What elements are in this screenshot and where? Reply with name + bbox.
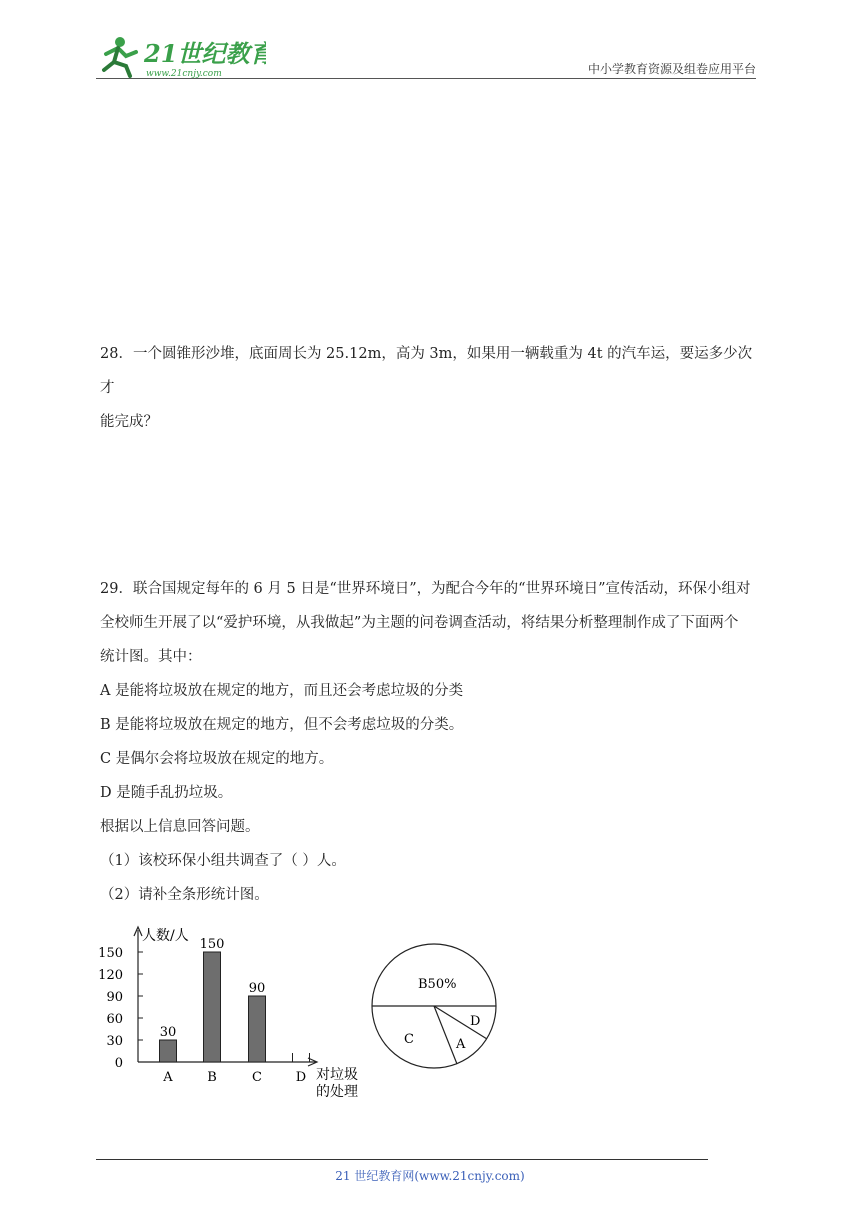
x-category-label: C: [252, 1070, 262, 1085]
bar-value-label: 150: [199, 937, 225, 952]
pie-slice-label-d: D: [470, 1014, 481, 1029]
y-axis-label: 人数/人: [142, 928, 189, 944]
y-tick-label: 90: [106, 990, 123, 1005]
footer-divider: [96, 1159, 708, 1160]
bar-a: [160, 1040, 177, 1062]
x-category-label: D: [295, 1070, 307, 1085]
x-axis-label: 对垃圾: [316, 1067, 358, 1083]
q28-line-2: 能完成？: [100, 414, 158, 430]
x-axis-label: 的处理: [316, 1084, 358, 1100]
header-platform-text: 中小学教育资源及组卷应用平台: [587, 62, 756, 76]
pie-slice-label-b: B50%: [418, 977, 457, 992]
y-tick-label: 120: [98, 968, 123, 983]
question-28: [100, 337, 762, 439]
runner-icon: [104, 37, 136, 76]
bar-value-label: 30: [159, 1025, 177, 1040]
q29-option-b: B 是能将垃圾放在规定的地方，但不会考虑垃圾的分类。: [100, 717, 464, 733]
pie-chart: [366, 938, 502, 1074]
q29-line: 29．联合国规定每年的 6 月 5 日是“世界环境日”，为配合今年的“世界环境日”宣传活动，环保小组对: [100, 581, 751, 597]
pie-slice-label-a: A: [456, 1037, 466, 1052]
pie-slice-label-c: C: [404, 1032, 414, 1047]
y-tick-label: 0: [114, 1056, 123, 1071]
q29-subquestion-2: （2）请补全条形统计图。: [100, 887, 269, 903]
logo-url: www.21cnjy.com: [146, 69, 222, 79]
x-category-label: A: [163, 1070, 173, 1085]
footer-text: 21 世纪教育网(www.21cnjy.com): [335, 1169, 525, 1183]
q29-subquestion-1: （1）该校环保小组共调查了（ ）人。: [100, 853, 346, 869]
y-tick-label: 30: [106, 1034, 123, 1049]
bar-chart: [98, 922, 378, 1107]
q29-line: 全校师生开展了以“爱护环境，从我做起”为主题的问卷调查活动，将结果分析整理制作成了下面两个: [100, 615, 739, 631]
q29-option-d: D 是随手乱扔垃圾。: [100, 785, 233, 801]
x-category-label: B: [207, 1070, 217, 1085]
site-logo: [96, 32, 266, 80]
q29-option-c: C 是偶尔会将垃圾放在规定的地方。: [100, 751, 334, 767]
question-29: [100, 572, 762, 912]
logo-text: 21世纪教育: [144, 39, 266, 68]
bar-value-label: 90: [248, 981, 266, 996]
bar-c: [249, 996, 266, 1062]
bar-b: [204, 952, 221, 1062]
header-divider: [96, 78, 756, 79]
q29-option-a: A 是能将垃圾放在规定的地方，而且还会考虑垃圾的分类: [100, 683, 464, 699]
q29-line: 根据以上信息回答问题。: [100, 819, 260, 835]
pie-slice-boundary: [434, 1006, 457, 1064]
q28-line-1: 28．一个圆锥形沙堆，底面周长为 25.12m，高为 3m，如果用一辆载重为 4t 的汽车运，要运多少次才: [100, 346, 753, 396]
y-tick-label: 150: [98, 946, 123, 961]
y-tick-label: 60: [106, 1012, 123, 1027]
q29-line: 统计图。其中：: [100, 649, 202, 665]
